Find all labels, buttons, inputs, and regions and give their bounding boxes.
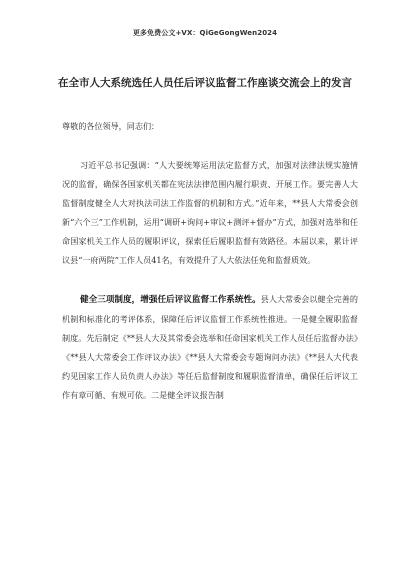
- paragraph-spacer: [62, 136, 358, 156]
- intro-paragraph: 习近平总书记强调：“人大要统筹运用法定监督方式，加强对法律法规实施情况的监督，确保各国家机关都在宪法法律范围内履行职责、开展工作。要完善人大监督制度健全人大对执法司法工作监督的机制和方式。”近年来，**县人大常委会创新“六个三”工作机制，运用“调研+询问+审议+测评+督办”方式，加强对选举和任命国家机关工作人员的履职评议，探索任后履职监督有效路径。本届以来，累计评议县“一府两院”工作人员41名，有效提升了人大依法任免和监督质效。: [62, 160, 358, 265]
- section-text: 县人大常委会以健全完善的机制和标准化的考评体系，保障任后评议监督工作系统性推进。一是健全履职监督制度。先后制定《**县人大及其常委会选举和任命国家机关工作人员任后监督办法》《**县人大常委会工作评议办法》《**县人大常委会专题询问办法》《**县人大代表约见国家工作人员负责人办法》等任后监督制度和履职监督清单，确保任后评议工作有章可循、有规可依。二是健全评议报告制: [62, 294, 358, 400]
- document-title: 在全市人大系统选任人员任后评议监督工作座谈交流会上的发言: [58, 77, 352, 89]
- salutation: 尊敬的各位领导，同志们：: [62, 121, 160, 131]
- header-note: 更多免费公文+VX：QiGeGongWen2024: [132, 29, 278, 37]
- section-heading: 健全三项制度，增强任后评议监督工作系统性。: [80, 295, 261, 305]
- paragraph-spacer: [62, 270, 358, 290]
- section-paragraph: [62, 290, 358, 405]
- document-body: [62, 117, 358, 405]
